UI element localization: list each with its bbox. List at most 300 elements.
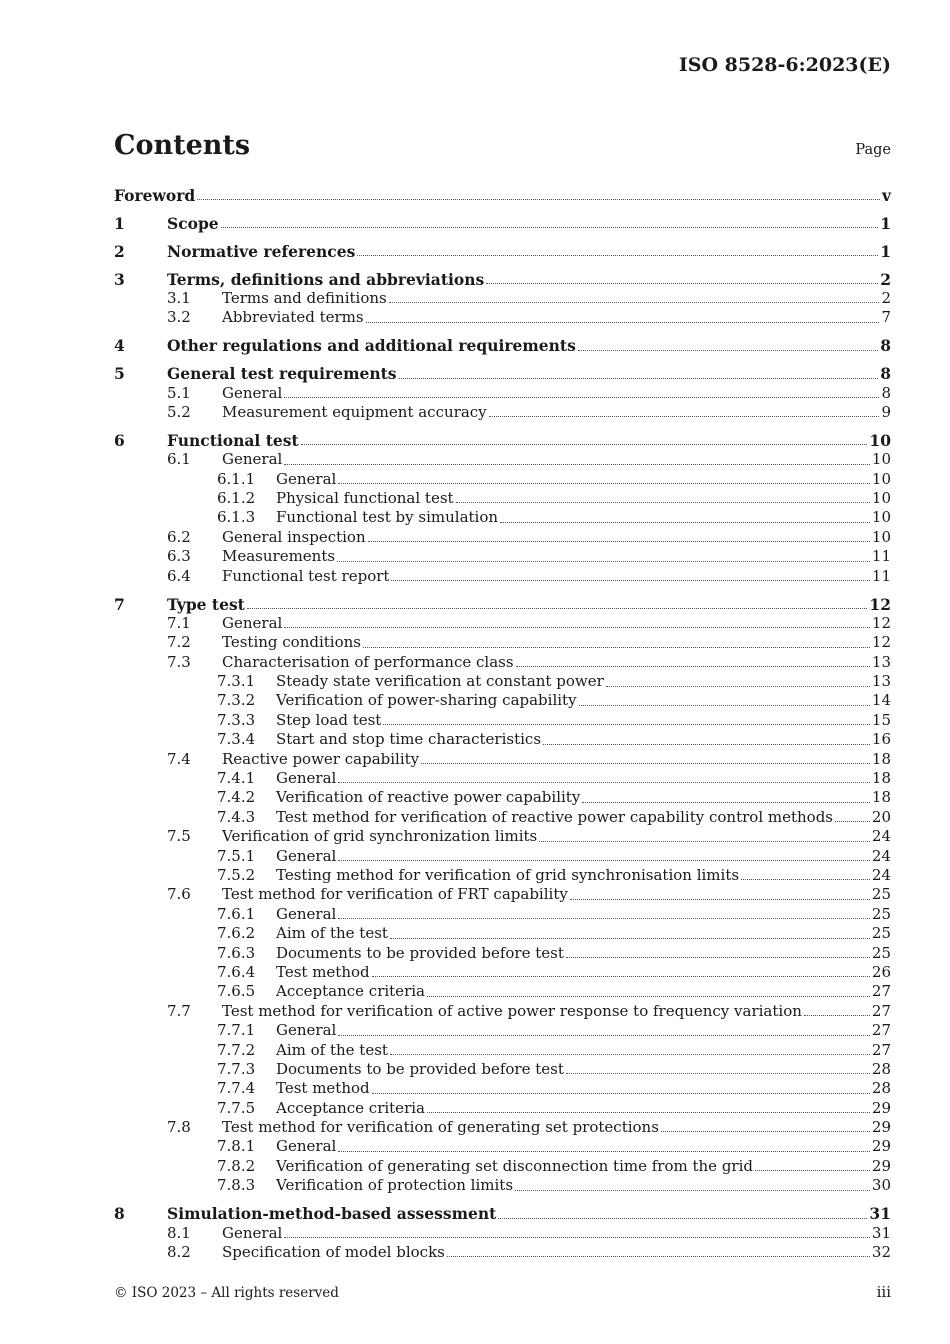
toc-entry-number: 5.1 [167, 383, 191, 402]
toc-dot-leader [606, 686, 870, 687]
toc-entry-page: 10 [871, 489, 891, 508]
toc-entry-page: 10 [869, 430, 891, 450]
page-title: Contents [114, 130, 251, 161]
toc-entry-number: 7.3.3 [217, 710, 256, 729]
toc-entry[interactable] [114, 788, 891, 807]
toc-entry-link[interactable] [276, 808, 891, 827]
toc-entry-title: Verification of reactive power capability [276, 788, 581, 807]
toc-entry[interactable] [114, 336, 891, 355]
toc-entry-number: 2 [114, 241, 125, 261]
toc-entry-link[interactable] [276, 508, 891, 527]
toc-entry-title: Measurements [222, 547, 336, 566]
toc-entry-title: General [276, 769, 337, 788]
toc-entry-page: 18 [871, 749, 891, 768]
toc-entry[interactable] [114, 963, 891, 982]
toc-entry-title: Testing conditions [222, 633, 361, 652]
toc-entry-title: Reactive power capability [222, 749, 420, 768]
toc-entry-number: 8 [114, 1204, 125, 1224]
toc-entry-link[interactable] [222, 450, 891, 469]
toc-dot-leader [804, 1015, 870, 1016]
toc-entry-link[interactable] [222, 1224, 891, 1243]
toc-entry-number: 6.1.3 [217, 508, 256, 527]
toc-entry-page: 27 [871, 1001, 891, 1020]
toc-entry-title: Physical functional test [276, 489, 454, 508]
toc-entry-page: 27 [871, 982, 891, 1001]
toc-dot-leader [221, 227, 879, 228]
toc-entry-link[interactable] [222, 547, 891, 566]
toc-entry-page: 29 [871, 1137, 891, 1156]
toc-entry-title: Documents to be provided before test [276, 1059, 564, 1078]
toc-entry-title: Foreword [114, 186, 196, 205]
toc-entry-number: 7.4 [167, 749, 191, 768]
toc-entry-page: 25 [871, 904, 891, 923]
toc-dot-leader [389, 302, 880, 303]
toc-entry-number: 7.7.5 [217, 1098, 256, 1117]
toc-entry-link[interactable] [222, 384, 891, 403]
toc-entry-page: 26 [871, 962, 891, 981]
toc-entry-title: Step load test [276, 710, 382, 729]
toc-entry[interactable] [114, 827, 891, 846]
toc-entry-number: 4 [114, 336, 125, 356]
toc-entry-link[interactable] [276, 1079, 891, 1098]
toc-entry-link[interactable] [222, 567, 891, 586]
toc-entry-number: 7.3.1 [217, 672, 256, 691]
toc-entry[interactable] [114, 1041, 891, 1060]
toc-entry-link[interactable] [276, 1060, 891, 1079]
toc-entry-link[interactable] [167, 214, 891, 233]
toc-entry[interactable] [114, 489, 891, 508]
toc-entry-title: Specification of model blocks [222, 1242, 445, 1261]
toc-entry[interactable] [114, 242, 891, 261]
toc-entry[interactable] [114, 633, 891, 652]
toc-dot-leader [755, 1170, 870, 1171]
toc-entry[interactable] [114, 905, 891, 924]
toc-entry-link[interactable] [222, 1002, 891, 1021]
toc-entry[interactable] [114, 450, 891, 469]
toc-entry-title: Test method for verification of generating set protections [222, 1118, 659, 1137]
toc-entry[interactable] [114, 808, 891, 827]
toc-entry-number: 6.1.1 [217, 469, 256, 488]
toc-entry-link[interactable] [222, 403, 891, 422]
toc-entry-number: 7.8.1 [217, 1137, 256, 1156]
toc-entry-title: Acceptance criteria [276, 982, 425, 1001]
toc-entry[interactable] [114, 1118, 891, 1137]
toc-entry-link[interactable] [222, 614, 891, 633]
toc-dot-leader [383, 724, 870, 725]
toc-entry[interactable] [114, 1099, 891, 1118]
toc-entry-page: 29 [871, 1098, 891, 1117]
toc-entry-number: 7.6.5 [217, 982, 256, 1001]
copyright-notice: © ISO 2023 – All rights reserved [114, 1285, 339, 1301]
toc-entry-title: Aim of the test [276, 924, 388, 943]
toc-dot-leader [486, 283, 878, 284]
toc-entry-title: Verification of power-sharing capability [276, 691, 577, 710]
toc-entry-page: 15 [871, 710, 891, 729]
toc-entry-link[interactable] [222, 750, 891, 769]
toc-dot-leader [338, 1151, 870, 1152]
toc-entry-number: 6 [114, 430, 125, 450]
toc-entry-link[interactable] [222, 653, 891, 672]
toc-entry-link[interactable] [222, 289, 891, 308]
toc-entry[interactable] [114, 1243, 891, 1262]
toc-entry[interactable] [114, 470, 891, 489]
toc-entry[interactable] [114, 750, 891, 769]
toc-entry-link[interactable] [222, 1243, 891, 1262]
toc-entry-page: 29 [871, 1156, 891, 1175]
toc-entry-page: v [881, 186, 891, 205]
toc-entry-page: 25 [871, 924, 891, 943]
toc-entry[interactable] [114, 384, 891, 403]
toc-entry[interactable] [114, 866, 891, 885]
toc-entry[interactable] [114, 1002, 891, 1021]
toc-entry[interactable] [114, 364, 891, 383]
toc-entry-page: 18 [871, 788, 891, 807]
toc-entry-number: 7.4.2 [217, 788, 256, 807]
toc-entry-page: 27 [871, 1021, 891, 1040]
toc-entry-page: 24 [871, 846, 891, 865]
toc-entry[interactable] [114, 1204, 891, 1223]
toc-entry-page: 8 [880, 364, 891, 384]
toc-entry-page: 24 [871, 827, 891, 846]
toc-entry-number: 5 [114, 364, 125, 384]
toc-entry-page: 28 [871, 1059, 891, 1078]
table-of-contents [114, 186, 891, 1262]
toc-entry[interactable] [114, 885, 891, 904]
toc-entry-title: Test method for verification of FRT capability [222, 885, 568, 904]
toc-entry-title: Verification of generating set disconnection time from the grid [276, 1156, 753, 1175]
toc-dot-leader [284, 464, 870, 465]
toc-entry-title: Testing method for verification of grid synchronisation limits [276, 866, 740, 884]
toc-entry-link[interactable] [276, 866, 891, 885]
toc-entry-title: Test method for verification of active power response to frequency variation [222, 1001, 802, 1020]
toc-dot-leader [489, 416, 880, 417]
toc-entry[interactable] [114, 1224, 891, 1243]
toc-entry-link[interactable] [276, 1021, 891, 1040]
toc-entry-page: 10 [871, 469, 891, 488]
toc-dot-leader [741, 879, 870, 880]
toc-entry-link[interactable] [222, 885, 891, 904]
toc-entry-number: 7.5 [167, 827, 191, 846]
toc-entry[interactable] [114, 653, 891, 672]
toc-dot-leader [390, 1054, 870, 1055]
toc-dot-leader [338, 483, 870, 484]
toc-dot-leader [566, 957, 870, 958]
toc-entry-title: General [222, 450, 283, 469]
toc-entry-title: General inspection [222, 527, 366, 546]
toc-entry-number: 7.6.3 [217, 943, 256, 962]
toc-entry-page: 13 [871, 672, 891, 691]
toc-entry-page: 28 [871, 1079, 891, 1098]
toc-entry[interactable] [114, 270, 891, 289]
toc-entry[interactable] [114, 214, 891, 233]
toc-entry-link[interactable] [276, 982, 891, 1001]
toc-entry-title: Aim of the test [276, 1040, 388, 1059]
toc-entry[interactable] [114, 1137, 891, 1156]
toc-entry-link[interactable] [276, 1099, 891, 1118]
toc-entry-page: 31 [871, 1223, 891, 1242]
toc-entry-page: 12 [871, 613, 891, 632]
toc-entry-title: General [276, 846, 337, 865]
toc-entry-page: 25 [871, 885, 891, 904]
toc-entry-page: 32 [871, 1242, 891, 1261]
toc-entry-page: 25 [871, 943, 891, 962]
toc-entry-link[interactable] [276, 489, 891, 508]
toc-entry-number: 6.2 [167, 527, 191, 546]
toc-entry-number: 7.3.4 [217, 730, 256, 749]
toc-dot-leader [390, 938, 870, 939]
toc-dot-leader [515, 1190, 870, 1191]
toc-dot-leader [338, 918, 870, 919]
toc-entry-title: Terms and definitions [222, 289, 387, 308]
toc-entry-title: General [222, 613, 283, 632]
toc-entry-link[interactable] [276, 1157, 891, 1176]
toc-entry[interactable] [114, 403, 891, 422]
toc-entry[interactable] [114, 547, 891, 566]
toc-dot-leader [579, 705, 870, 706]
toc-dot-leader [197, 199, 880, 200]
toc-entry-title: Normative references [167, 241, 356, 261]
toc-entry[interactable] [114, 1021, 891, 1040]
toc-entry-number: 6.1.2 [217, 489, 256, 508]
toc-entry-page: 18 [871, 769, 891, 788]
toc-dot-leader [427, 996, 870, 997]
toc-entry-title: General [276, 469, 337, 488]
toc-dot-leader [399, 378, 879, 379]
toc-entry[interactable] [114, 186, 891, 205]
toc-entry-link[interactable] [222, 308, 891, 327]
toc-entry-page: 14 [871, 691, 891, 710]
toc-dot-leader [357, 255, 878, 256]
toc-entry-page: 27 [871, 1040, 891, 1059]
toc-dot-leader [500, 522, 870, 523]
toc-entry-page: 12 [871, 633, 891, 652]
toc-entry-title: General [276, 1137, 337, 1156]
toc-dot-leader [570, 899, 870, 900]
toc-entry[interactable] [114, 730, 891, 749]
toc-entry-link[interactable] [276, 730, 891, 749]
toc-entry-link[interactable] [276, 963, 891, 982]
toc-entry-title: Functional test [167, 430, 299, 450]
toc-dot-leader [516, 666, 870, 667]
toc-entry-number: 7.8.3 [217, 1176, 256, 1195]
toc-entry[interactable] [114, 567, 891, 586]
toc-dot-leader [566, 1073, 870, 1074]
toc-entry-link[interactable] [276, 1137, 891, 1156]
toc-entry-number: 7.2 [167, 633, 191, 652]
toc-entry[interactable] [114, 1079, 891, 1098]
toc-entry-page: 20 [871, 807, 891, 826]
toc-entry-link[interactable] [276, 788, 891, 807]
toc-entry-number: 7.5.2 [217, 866, 256, 884]
toc-dot-leader [363, 647, 870, 648]
toc-entry-number: 6.1 [167, 450, 191, 469]
toc-entry-number: 7.8 [167, 1118, 191, 1137]
toc-entry-title: Start and stop time characteristics [276, 730, 542, 749]
toc-entry-number: 7.6.2 [217, 924, 256, 943]
toc-entry-number: 7.1 [167, 613, 191, 632]
toc-dot-leader [372, 976, 870, 977]
toc-entry-title: Simulation-method-based assessment [167, 1204, 497, 1224]
toc-entry-title: Verification of protection limits [276, 1176, 514, 1195]
toc-entry-page: 31 [869, 1204, 891, 1224]
toc-entry-title: Test method for verification of reactive power capability control methods [276, 807, 834, 826]
toc-entry-number: 7.7.1 [217, 1021, 256, 1040]
toc-entry-number: 8.1 [167, 1223, 191, 1242]
document-id: ISO 8528-6:2023(E) [678, 54, 891, 76]
toc-entry[interactable] [114, 847, 891, 866]
toc-entry[interactable] [114, 691, 891, 710]
toc-entry-page: 10 [871, 527, 891, 546]
toc-entry-link[interactable] [167, 336, 891, 355]
toc-entry-page: 12 [869, 594, 891, 614]
toc-entry-link[interactable] [276, 905, 891, 924]
toc-entry-title: General [276, 1021, 337, 1040]
toc-entry-number: 7.6.4 [217, 962, 256, 981]
toc-entry[interactable] [114, 528, 891, 547]
toc-entry[interactable] [114, 982, 891, 1001]
toc-entry-number: 7 [114, 594, 125, 614]
toc-dot-leader [284, 1237, 870, 1238]
toc-entry[interactable] [114, 1176, 891, 1195]
toc-entry[interactable] [114, 924, 891, 943]
toc-dot-leader [284, 627, 870, 628]
toc-entry-number: 5.2 [167, 403, 191, 422]
toc-dot-leader [582, 802, 870, 803]
toc-entry-link[interactable] [114, 186, 891, 205]
toc-entry-link[interactable] [276, 769, 891, 788]
toc-entry-link[interactable] [167, 1204, 891, 1223]
toc-entry-link[interactable] [222, 528, 891, 547]
toc-dot-leader [338, 1035, 870, 1036]
toc-entry-number: 3.1 [167, 289, 191, 308]
toc-entry-link[interactable] [167, 270, 891, 289]
toc-entry-number: 7.7.4 [217, 1079, 256, 1098]
toc-dot-leader [498, 1218, 867, 1219]
toc-entry-page: 8 [880, 336, 891, 356]
toc-dot-leader [338, 860, 870, 861]
toc-entry-title: Test method [276, 1079, 370, 1098]
toc-entry-page: 2 [880, 269, 891, 289]
toc-dot-leader [284, 397, 879, 398]
toc-entry-title: Other regulations and additional requirements [167, 336, 576, 356]
toc-entry-page: 10 [871, 450, 891, 469]
toc-entry-number: 7.7.3 [217, 1059, 256, 1078]
toc-entry-number: 7.4.3 [217, 807, 256, 826]
toc-entry-title: Acceptance criteria [276, 1098, 425, 1117]
toc-entry[interactable] [114, 595, 891, 614]
toc-entry-number: 7.6.1 [217, 904, 256, 923]
toc-entry-number: 6.3 [167, 547, 191, 566]
toc-entry-link[interactable] [276, 1176, 891, 1195]
toc-entry-link[interactable] [222, 633, 891, 652]
toc-entry-page: 2 [881, 289, 891, 308]
toc-entry[interactable] [114, 944, 891, 963]
toc-entry-title: Characterisation of performance class [222, 652, 514, 671]
toc-entry[interactable] [114, 711, 891, 730]
toc-entry-title: Verification of grid synchronization limits [222, 827, 538, 846]
toc-entry-title: Terms, definitions and abbreviations [167, 269, 485, 289]
toc-entry-title: General test requirements [167, 364, 397, 384]
toc-entry-page: 10 [871, 508, 891, 527]
toc-entry-title: Documents to be provided before test [276, 943, 564, 962]
toc-entry-number: 7.3.2 [217, 691, 256, 710]
toc-entry[interactable] [114, 672, 891, 691]
toc-entry[interactable] [114, 289, 891, 308]
toc-entry[interactable] [114, 769, 891, 788]
toc-dot-leader [835, 821, 870, 822]
toc-entry-link[interactable] [167, 364, 891, 383]
toc-entry-title: Functional test by simulation [276, 508, 499, 527]
toc-entry-title: Steady state verification at constant power [276, 672, 604, 691]
toc-entry-link[interactable] [222, 1118, 891, 1137]
toc-dot-leader [366, 322, 880, 323]
toc-entry-link[interactable] [167, 595, 891, 614]
toc-entry-page: 24 [871, 866, 891, 884]
toc-entry-link[interactable] [276, 470, 891, 489]
toc-entry-title: Measurement equipment accuracy [222, 403, 487, 422]
toc-entry-link[interactable] [276, 1041, 891, 1060]
toc-dot-leader [578, 350, 878, 351]
toc-entry-page: 9 [881, 403, 891, 422]
toc-entry-link[interactable] [276, 944, 891, 963]
toc-entry-title: Functional test report [222, 566, 390, 585]
toc-dot-leader [391, 580, 869, 581]
toc-dot-leader [368, 541, 870, 542]
toc-entry-title: Abbreviated terms [222, 308, 364, 327]
toc-entry-page: 8 [881, 383, 891, 402]
toc-dot-leader [661, 1131, 870, 1132]
toc-entry[interactable] [114, 1060, 891, 1079]
toc-entry-number: 1 [114, 213, 125, 233]
toc-entry-page: 1 [880, 213, 891, 233]
toc-entry[interactable] [114, 614, 891, 633]
toc-entry-number: 7.7.2 [217, 1040, 256, 1059]
toc-dot-leader [543, 744, 870, 745]
toc-dot-leader [427, 1112, 870, 1113]
toc-entry[interactable] [114, 308, 891, 327]
toc-entry-title: Type test [167, 594, 245, 614]
toc-entry-link[interactable] [167, 242, 891, 261]
toc-entry-link[interactable] [276, 924, 891, 943]
toc-dot-leader [337, 561, 870, 562]
toc-entry-title: General [276, 904, 337, 923]
toc-entry-link[interactable] [276, 691, 891, 710]
toc-entry-title: Scope [167, 213, 219, 233]
toc-entry-number: 6.4 [167, 566, 191, 585]
toc-dot-leader [247, 608, 868, 609]
toc-entry-number: 3 [114, 269, 125, 289]
toc-entry-link[interactable] [167, 431, 891, 450]
toc-entry-page: 16 [871, 730, 891, 749]
toc-dot-leader [338, 782, 870, 783]
toc-entry-number: 7.3 [167, 652, 191, 671]
toc-dot-leader [301, 444, 868, 445]
toc-entry-link[interactable] [276, 711, 891, 730]
toc-entry-page: 29 [871, 1118, 891, 1137]
toc-entry[interactable] [114, 1157, 891, 1176]
toc-entry-number: 7.7 [167, 1001, 191, 1020]
toc-entry[interactable] [114, 508, 891, 527]
toc-dot-leader [539, 841, 870, 842]
toc-entry-link[interactable] [276, 672, 891, 691]
toc-entry[interactable] [114, 431, 891, 450]
toc-entry-link[interactable] [222, 827, 891, 846]
toc-entry-number: 7.6 [167, 885, 191, 904]
toc-entry-number: 8.2 [167, 1242, 191, 1261]
toc-entry-number: 7.4.1 [217, 769, 256, 788]
toc-entry-page: 7 [881, 308, 891, 327]
toc-entry-link[interactable] [276, 847, 891, 866]
